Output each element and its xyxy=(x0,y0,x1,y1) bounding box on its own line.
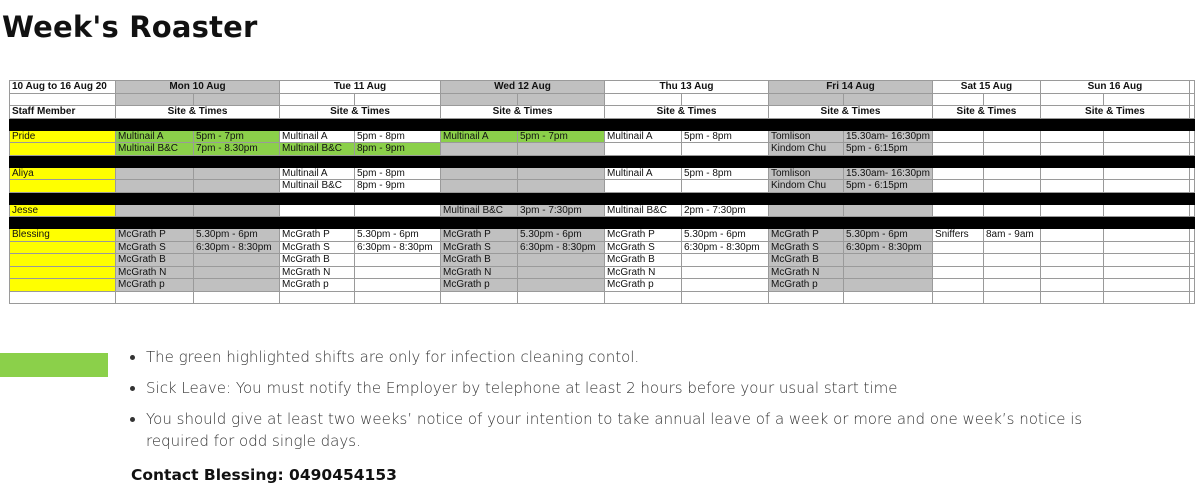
table-cell xyxy=(769,155,844,167)
shift-cell xyxy=(1103,241,1189,254)
shift-cell: 8am - 9am xyxy=(983,229,1040,242)
table-row xyxy=(10,279,1195,292)
empty-cell xyxy=(1189,229,1194,242)
table-cell xyxy=(194,155,280,167)
table-cell xyxy=(769,217,844,229)
table-cell xyxy=(844,155,933,167)
shift-cell: 5.30pm - 6pm xyxy=(194,229,280,242)
shift-cell: 3pm - 7:30pm xyxy=(518,204,605,217)
shift-cell xyxy=(682,254,769,267)
table-cell xyxy=(194,192,280,204)
shift-cell: McGrath B xyxy=(441,254,518,267)
shift-cell xyxy=(844,204,933,217)
shift-cell xyxy=(932,167,983,180)
shift-cell xyxy=(932,143,983,156)
table-cell xyxy=(116,93,194,106)
shift-cell xyxy=(194,167,280,180)
shift-cell: 6:30pm - 8:30pm xyxy=(844,241,933,254)
day-header: Sun 16 Aug xyxy=(1040,81,1189,94)
day-header: Thu 13 Aug xyxy=(605,81,769,94)
shift-cell: 6:30pm - 8:30pm xyxy=(194,241,280,254)
table-cell xyxy=(983,155,1040,167)
table-cell xyxy=(10,291,116,304)
staff-name: Blessing xyxy=(10,229,116,242)
table-cell xyxy=(1189,118,1194,130)
shift-cell xyxy=(1103,130,1189,143)
staff-name xyxy=(10,254,116,267)
empty-cell xyxy=(1189,254,1194,267)
shift-cell xyxy=(518,180,605,193)
shift-cell: McGrath p xyxy=(116,279,194,292)
shift-cell xyxy=(1040,180,1103,193)
shift-cell: Multinail B&C xyxy=(441,204,518,217)
shift-cell: McGrath P xyxy=(116,229,194,242)
shift-cell: 5.30pm - 6pm xyxy=(518,229,605,242)
shift-cell: 5pm - 8pm xyxy=(682,130,769,143)
empty-cell xyxy=(1189,81,1194,94)
table-cell xyxy=(605,217,682,229)
shift-cell: McGrath p xyxy=(605,279,682,292)
shift-cell: Multinail B&C xyxy=(280,143,355,156)
shift-cell xyxy=(682,266,769,279)
shift-cell: Multinail A xyxy=(280,167,355,180)
shift-cell: Kindom Chu xyxy=(769,143,844,156)
table-cell xyxy=(10,217,116,229)
day-header: Tue 11 Aug xyxy=(280,81,441,94)
table-cell xyxy=(1189,192,1194,204)
table-cell xyxy=(605,155,682,167)
staff-name: Jesse xyxy=(10,204,116,217)
table-cell xyxy=(769,93,844,106)
shift-cell: 6:30pm - 8:30pm xyxy=(518,241,605,254)
staff-name xyxy=(10,266,116,279)
green-legend-swatch xyxy=(0,353,108,377)
shift-cell xyxy=(194,279,280,292)
shift-cell xyxy=(280,204,355,217)
shift-cell xyxy=(116,167,194,180)
shift-cell xyxy=(116,204,194,217)
shift-cell xyxy=(983,241,1040,254)
table-cell xyxy=(355,217,441,229)
notes-list xyxy=(126,346,1146,461)
shift-cell xyxy=(932,241,983,254)
shift-cell xyxy=(1103,204,1189,217)
shift-cell: McGrath B xyxy=(116,254,194,267)
shift-cell xyxy=(518,167,605,180)
shift-cell: McGrath S xyxy=(605,241,682,254)
shift-cell: 2pm - 7:30pm xyxy=(682,204,769,217)
table-row xyxy=(10,204,1195,217)
table-cell xyxy=(932,217,983,229)
shift-cell: Multinail A xyxy=(605,167,682,180)
shift-cell: 5pm - 8pm xyxy=(355,167,441,180)
table-cell xyxy=(1103,192,1189,204)
staff-header: Staff Member xyxy=(10,106,116,119)
table-cell xyxy=(983,291,1040,304)
week-label: 10 Aug to 16 Aug 20 xyxy=(10,81,116,94)
day-header: Wed 12 Aug xyxy=(441,81,605,94)
shift-cell xyxy=(983,254,1040,267)
table-cell xyxy=(605,291,682,304)
table-cell xyxy=(844,118,933,130)
shift-cell xyxy=(1103,180,1189,193)
day-header-row xyxy=(10,81,1195,94)
staff-name xyxy=(10,279,116,292)
table-cell xyxy=(1189,106,1194,119)
table-cell xyxy=(932,192,983,204)
contact-line: Contact Blessing: 0490454153 xyxy=(131,466,397,484)
shift-cell xyxy=(1103,229,1189,242)
table-cell xyxy=(280,192,355,204)
table-cell xyxy=(116,118,194,130)
site-times-header: Site & Times xyxy=(932,106,1040,119)
shift-cell xyxy=(983,143,1040,156)
note-item: • The green highlighted shifts are only for infection cleaning contol. xyxy=(146,346,1146,368)
site-times-header: Site & Times xyxy=(280,106,441,119)
shift-cell xyxy=(441,167,518,180)
shift-cell: 8pm - 9pm xyxy=(355,143,441,156)
table-row xyxy=(10,266,1195,279)
shift-cell xyxy=(1040,279,1103,292)
shift-cell xyxy=(441,180,518,193)
site-times-header: Site & Times xyxy=(441,106,605,119)
shift-cell xyxy=(932,130,983,143)
table-cell xyxy=(983,93,1040,106)
table-cell xyxy=(441,118,518,130)
table-cell xyxy=(983,192,1040,204)
table-cell xyxy=(1040,93,1103,106)
table-cell xyxy=(194,93,280,106)
shift-cell xyxy=(194,254,280,267)
table-cell xyxy=(769,118,844,130)
table-cell xyxy=(1040,192,1103,204)
table-cell xyxy=(983,217,1040,229)
shift-cell: McGrath p xyxy=(769,279,844,292)
shift-cell: Multinail B&C xyxy=(605,204,682,217)
shift-cell xyxy=(116,180,194,193)
shift-cell xyxy=(983,266,1040,279)
table-cell xyxy=(605,118,682,130)
shift-cell: McGrath N xyxy=(280,266,355,279)
shift-cell: McGrath B xyxy=(769,254,844,267)
table-cell xyxy=(116,291,194,304)
day-header: Fri 14 Aug xyxy=(769,81,933,94)
table-cell xyxy=(1040,291,1103,304)
shift-cell: 5pm - 7pm xyxy=(518,130,605,143)
table-row xyxy=(10,254,1195,267)
staff-name xyxy=(10,180,116,193)
shift-cell xyxy=(983,167,1040,180)
shift-cell: McGrath p xyxy=(441,279,518,292)
day-header: Mon 10 Aug xyxy=(116,81,280,94)
staff-name xyxy=(10,241,116,254)
day-header: Sat 15 Aug xyxy=(932,81,1040,94)
table-row xyxy=(10,130,1195,143)
shift-cell xyxy=(983,279,1040,292)
shift-cell: 5pm - 7pm xyxy=(194,130,280,143)
shift-cell xyxy=(1040,204,1103,217)
shift-cell: McGrath P xyxy=(441,229,518,242)
table-cell xyxy=(844,93,933,106)
table-cell xyxy=(1103,217,1189,229)
shift-cell: 5pm - 8pm xyxy=(355,130,441,143)
table-cell xyxy=(1040,155,1103,167)
shift-cell xyxy=(355,266,441,279)
shift-cell xyxy=(441,143,518,156)
staff-name: Pride xyxy=(10,130,116,143)
shift-cell: McGrath S xyxy=(116,241,194,254)
shift-cell: Multinail B&C xyxy=(116,143,194,156)
shift-cell: McGrath N xyxy=(441,266,518,279)
note-item: • Sick Leave: You must notify the Employer by telephone at least 2 hours before your usual start time xyxy=(146,377,1146,399)
table-cell xyxy=(1189,93,1194,106)
table-cell xyxy=(10,155,116,167)
table-cell xyxy=(682,93,769,106)
shift-cell xyxy=(983,204,1040,217)
table-cell xyxy=(518,118,605,130)
shift-cell xyxy=(1103,279,1189,292)
page-title: Week's Roaster xyxy=(2,10,258,44)
shift-cell xyxy=(983,180,1040,193)
shift-cell xyxy=(605,180,682,193)
shift-cell: McGrath p xyxy=(280,279,355,292)
shift-cell xyxy=(1040,254,1103,267)
shift-cell xyxy=(682,143,769,156)
shift-cell xyxy=(844,279,933,292)
shift-cell: 8pm - 9pm xyxy=(355,180,441,193)
shift-cell: McGrath S xyxy=(769,241,844,254)
shift-cell: 5.30pm - 6pm xyxy=(844,229,933,242)
shift-cell: McGrath N xyxy=(116,266,194,279)
site-times-header: Site & Times xyxy=(1040,106,1189,119)
table-cell xyxy=(518,93,605,106)
empty-cell xyxy=(1189,180,1194,193)
table-cell xyxy=(194,217,280,229)
table-row xyxy=(10,180,1195,193)
shift-cell xyxy=(1040,266,1103,279)
shift-cell: McGrath P xyxy=(769,229,844,242)
empty-cell xyxy=(1189,266,1194,279)
table-cell xyxy=(983,118,1040,130)
table-cell xyxy=(1189,155,1194,167)
shift-cell xyxy=(1040,130,1103,143)
shift-cell: 15.30am- 16:30pm xyxy=(844,167,933,180)
table-cell xyxy=(682,291,769,304)
table-cell xyxy=(194,118,280,130)
table-cell xyxy=(769,192,844,204)
shift-cell: Kindom Chu xyxy=(769,180,844,193)
shift-cell: 5pm - 6:15pm xyxy=(844,143,933,156)
table-cell xyxy=(932,155,983,167)
shift-cell: 5pm - 8pm xyxy=(682,167,769,180)
shift-cell: McGrath S xyxy=(280,241,355,254)
table-cell xyxy=(1040,217,1103,229)
shift-cell xyxy=(932,204,983,217)
shift-cell xyxy=(932,254,983,267)
shift-cell xyxy=(1040,229,1103,242)
table-cell xyxy=(355,155,441,167)
shift-cell xyxy=(518,266,605,279)
site-times-header: Site & Times xyxy=(769,106,933,119)
shift-cell xyxy=(983,130,1040,143)
table-cell xyxy=(355,118,441,130)
shift-cell: 6:30pm - 8:30pm xyxy=(355,241,441,254)
empty-cell xyxy=(1189,167,1194,180)
shift-cell xyxy=(1103,254,1189,267)
shift-cell xyxy=(518,279,605,292)
shift-cell xyxy=(932,279,983,292)
table-cell xyxy=(116,155,194,167)
table-cell xyxy=(10,118,116,130)
empty-cell xyxy=(1189,143,1194,156)
shift-cell xyxy=(194,266,280,279)
table-row xyxy=(10,167,1195,180)
shift-cell xyxy=(355,204,441,217)
table-cell xyxy=(441,155,518,167)
shift-cell xyxy=(355,279,441,292)
shift-cell xyxy=(844,266,933,279)
table-cell xyxy=(844,291,933,304)
empty-cell xyxy=(1189,130,1194,143)
table-cell xyxy=(932,93,983,106)
table-cell xyxy=(355,291,441,304)
table-cell xyxy=(1189,217,1194,229)
table-cell xyxy=(682,217,769,229)
shift-cell xyxy=(769,204,844,217)
table-cell xyxy=(280,93,355,106)
table-cell xyxy=(1103,93,1189,106)
shift-cell xyxy=(194,204,280,217)
shift-cell: Multinail A xyxy=(441,130,518,143)
table-cell xyxy=(1103,291,1189,304)
shift-cell: 6:30pm - 8:30pm xyxy=(682,241,769,254)
shift-cell xyxy=(1103,167,1189,180)
note-item: • You should give at least two weeks’ notice of your intention to take annual leave of a week or more and one week’s notice is required for odd single days. xyxy=(146,408,1146,452)
table-cell xyxy=(769,291,844,304)
shift-cell: 5pm - 6:15pm xyxy=(844,180,933,193)
table-row xyxy=(10,143,1195,156)
table-cell xyxy=(355,192,441,204)
site-times-header: Site & Times xyxy=(116,106,280,119)
shift-cell: Tomlison xyxy=(769,130,844,143)
table-cell xyxy=(932,291,983,304)
shift-cell xyxy=(932,266,983,279)
shift-cell: Multinail B&C xyxy=(280,180,355,193)
shift-cell xyxy=(1040,241,1103,254)
shift-cell xyxy=(355,254,441,267)
table-cell xyxy=(1103,118,1189,130)
divider-row xyxy=(10,217,1195,229)
shift-cell xyxy=(844,254,933,267)
divider-row xyxy=(10,155,1195,167)
table-cell xyxy=(441,217,518,229)
shift-cell: Multinail A xyxy=(605,130,682,143)
table-cell xyxy=(518,192,605,204)
table-cell xyxy=(518,217,605,229)
shift-cell: McGrath P xyxy=(280,229,355,242)
site-times-header: Site & Times xyxy=(605,106,769,119)
table-row xyxy=(10,241,1195,254)
shift-cell xyxy=(1103,266,1189,279)
empty-cell xyxy=(1189,204,1194,217)
shift-cell: 5.30pm - 6pm xyxy=(355,229,441,242)
shift-cell: Multinail A xyxy=(116,130,194,143)
shift-cell xyxy=(518,143,605,156)
table-cell xyxy=(441,93,518,106)
table-cell xyxy=(605,192,682,204)
staff-name xyxy=(10,143,116,156)
empty-cell xyxy=(10,93,116,106)
table-cell xyxy=(116,192,194,204)
shift-cell: Tomlison xyxy=(769,167,844,180)
shift-cell: McGrath N xyxy=(769,266,844,279)
divider-row xyxy=(10,118,1195,130)
roster-table xyxy=(9,80,1195,304)
table-cell xyxy=(932,118,983,130)
table-cell xyxy=(1189,291,1194,304)
empty-cell xyxy=(1189,279,1194,292)
table-cell xyxy=(518,291,605,304)
table-cell xyxy=(280,155,355,167)
table-cell xyxy=(280,217,355,229)
table-cell xyxy=(518,155,605,167)
table-cell xyxy=(1103,155,1189,167)
shift-cell xyxy=(518,254,605,267)
shift-cell: 15.30am- 16:30pm xyxy=(844,130,933,143)
table-cell xyxy=(1040,118,1103,130)
shift-cell: McGrath B xyxy=(280,254,355,267)
shift-cell xyxy=(682,180,769,193)
table-cell xyxy=(441,192,518,204)
table-cell xyxy=(116,217,194,229)
table-cell xyxy=(10,192,116,204)
table-cell xyxy=(844,192,933,204)
shift-cell: Multinail A xyxy=(280,130,355,143)
shift-cell: McGrath P xyxy=(605,229,682,242)
table-cell xyxy=(280,291,355,304)
table-cell xyxy=(682,192,769,204)
table-row xyxy=(10,229,1195,242)
divider-row xyxy=(10,192,1195,204)
table-cell xyxy=(441,291,518,304)
shift-cell xyxy=(1103,143,1189,156)
shift-cell xyxy=(194,180,280,193)
shift-cell xyxy=(1040,167,1103,180)
shift-cell: McGrath N xyxy=(605,266,682,279)
staff-name: Aliya xyxy=(10,167,116,180)
empty-cell xyxy=(1189,241,1194,254)
shift-cell: McGrath B xyxy=(605,254,682,267)
shift-cell: 7pm - 8.30pm xyxy=(194,143,280,156)
table-cell xyxy=(280,118,355,130)
shift-cell: McGrath S xyxy=(441,241,518,254)
shift-cell xyxy=(682,279,769,292)
shift-cell: Sniffers xyxy=(932,229,983,242)
table-cell xyxy=(194,291,280,304)
table-cell xyxy=(844,217,933,229)
table-cell xyxy=(355,93,441,106)
shift-cell xyxy=(605,143,682,156)
table-cell xyxy=(682,155,769,167)
shift-cell xyxy=(932,180,983,193)
shift-cell xyxy=(1040,143,1103,156)
table-cell xyxy=(605,93,682,106)
table-cell xyxy=(682,118,769,130)
shift-cell: 5.30pm - 6pm xyxy=(682,229,769,242)
